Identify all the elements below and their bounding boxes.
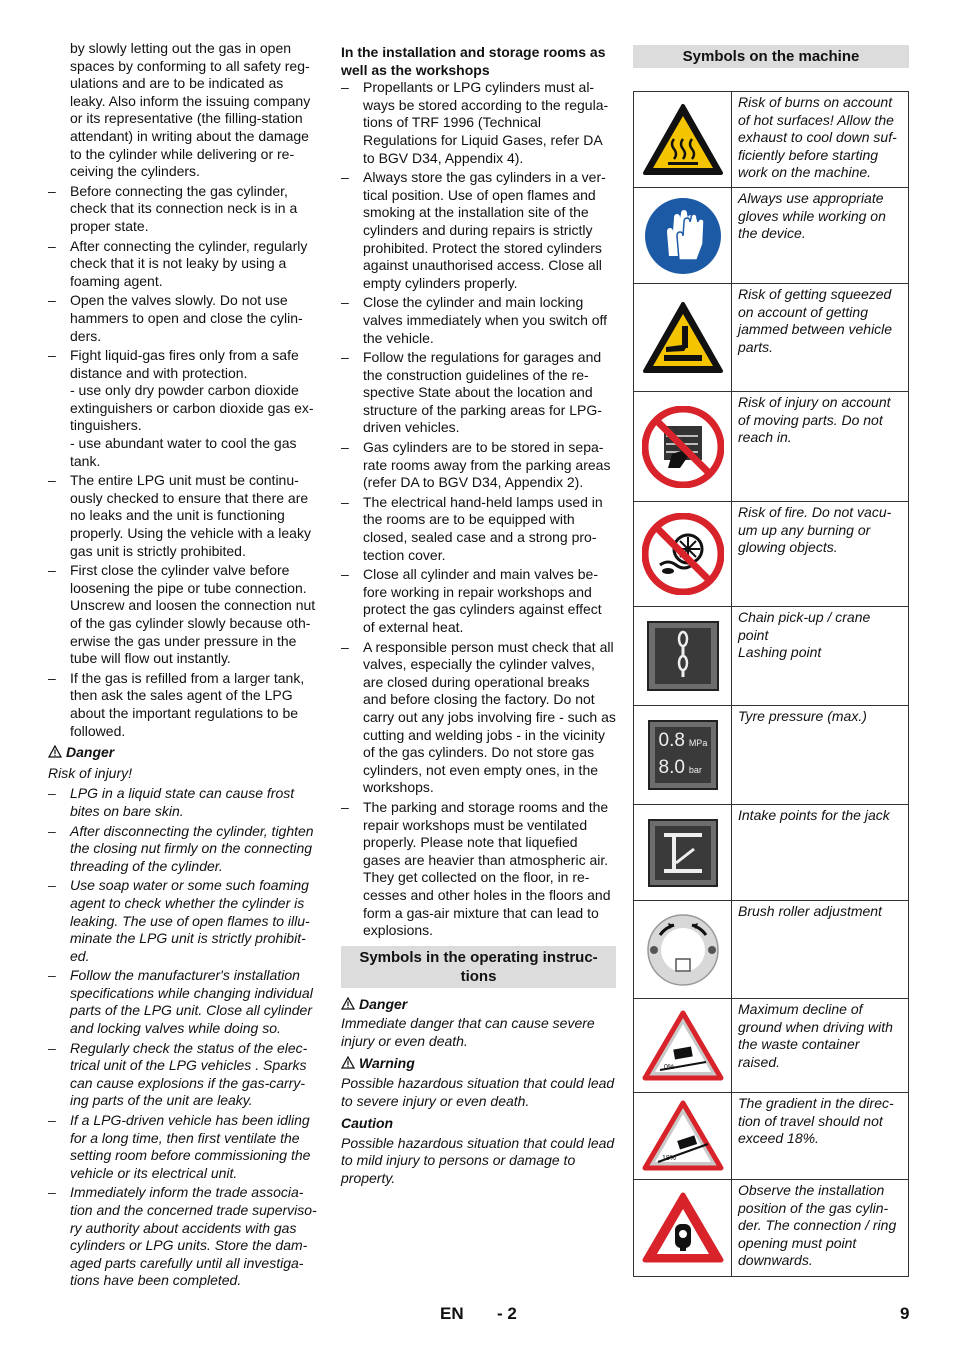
table-row bbox=[634, 901, 909, 999]
list-item-text: A responsible person must check that all valves, especially the cylinder valves, are closed during operational breaks and before closing the factory. Do not carry out any jobs involving fire - such as cutting and welding jobs - in the vicinity of the gas cylinders. Do not store gas cylinders, not even empty ones, in the workshops. bbox=[363, 638, 616, 796]
list-item-text: Immediately inform the trade associa-tion and the concerned trade superviso-ry authority about accidents with gas cylinders or LPG units. Store the dam-aged parts carefully until all investiga-tions have been completed. bbox=[70, 1184, 317, 1289]
tyre-pressure-icon: 0.8 MPa 8.0 bar bbox=[648, 720, 718, 790]
list-item-text: After disconnecting the cylinder, tighten the closing nut firmly on the connecting threading of the cylinder. bbox=[70, 822, 314, 874]
symbol-description: Chain pick-up / crane point Lashing point bbox=[732, 607, 909, 706]
bullet-list bbox=[48, 183, 322, 740]
dash-bullet: – bbox=[48, 967, 56, 984]
danger-label: Danger bbox=[359, 995, 408, 1012]
danger-heading bbox=[341, 996, 616, 1014]
list-item-text: Fight liquid-gas fires only from a safe distance and with protection. - use only dry powder carbon dioxide extinguishers or carbon dioxide gas ex-tinguishers. - use abundant water to cool the gas tank. bbox=[70, 347, 314, 469]
list-item-text: LPG in a liquid state can cause frost bites on bare skin. bbox=[70, 785, 295, 819]
list-item bbox=[48, 1112, 322, 1182]
list-item bbox=[341, 639, 616, 797]
list-item-text: Before connecting the gas cylinder, check that its connection neck is in a proper state. bbox=[70, 182, 298, 234]
max-decline-icon bbox=[642, 1010, 724, 1082]
section-heading-installation: In the installation and storage rooms as well as the workshops bbox=[341, 44, 606, 78]
list-item bbox=[48, 823, 322, 876]
dash-bullet: – bbox=[48, 669, 56, 686]
dash-bullet: – bbox=[48, 292, 56, 309]
list-item bbox=[341, 799, 616, 940]
list-item-text: Close all cylinder and main valves be-fore working in repair workshops and protect the gas cylinders against effect of external heat. bbox=[363, 566, 602, 635]
dash-bullet: – bbox=[341, 493, 349, 510]
gas-cylinder-position-icon bbox=[642, 1192, 724, 1264]
dash-bullet: – bbox=[48, 785, 56, 802]
hot-surface-warning-icon bbox=[642, 103, 724, 177]
table-row bbox=[634, 92, 909, 188]
symbol-description: Risk of injury on account of moving parts. Do not reach in. bbox=[732, 392, 909, 502]
list-item bbox=[48, 967, 322, 1037]
list-item-text: If a LPG-driven vehicle has been idling for a long time, then first ventilate the setting room before commissioning the vehicle or its electrical unit. bbox=[70, 1112, 311, 1181]
gradient-warning-icon bbox=[642, 1100, 724, 1172]
symbols-table bbox=[633, 91, 909, 1277]
dash-bullet: – bbox=[48, 1039, 56, 1056]
footer-page-ref: - 2 bbox=[497, 1304, 517, 1323]
table-row bbox=[634, 392, 909, 502]
dash-bullet: – bbox=[48, 877, 56, 894]
table-row bbox=[634, 502, 909, 607]
table-row bbox=[634, 805, 909, 901]
symbol-description: Risk of burns on account of hot surfaces! Allow the exhaust to cool down suf-ficiently before starting work on the machine. bbox=[732, 92, 909, 188]
danger-heading bbox=[48, 744, 322, 762]
table-row bbox=[634, 706, 909, 805]
bullet-list bbox=[341, 79, 616, 940]
list-item bbox=[48, 562, 322, 668]
dash-bullet: – bbox=[48, 1184, 56, 1201]
symbol-description: Tyre pressure (max.) bbox=[732, 706, 909, 805]
danger-text: Risk of injury! bbox=[48, 764, 133, 781]
table-row bbox=[634, 284, 909, 392]
list-item-text: Gas cylinders are to be stored in sepa-rate rooms away from the parking areas (refer DA to BGV D34, Appendix 2). bbox=[363, 439, 611, 491]
danger-list bbox=[48, 785, 322, 1290]
brush-roller-adjust-icon bbox=[646, 913, 720, 987]
list-item bbox=[48, 347, 322, 470]
dash-bullet: – bbox=[48, 1112, 56, 1129]
list-item-text: First close the cylinder valve before loosening the pipe or tube connection. Unscrew and loosen the connection nut of the gas cylinder slowly because oth-erwise the gas under pressure in the tube will flow out instantly. bbox=[70, 562, 316, 667]
list-item-text: The entire LPG unit must be continu-ously checked to ensure that there are no leaks and the unit is functioning properly. Using the vehicle with a leaky gas unit is strictly prohibited. bbox=[70, 472, 311, 559]
jack-point-icon bbox=[648, 819, 718, 887]
column-left bbox=[48, 40, 322, 1292]
dash-bullet: – bbox=[341, 294, 349, 311]
symbol-description: Observe the installation position of the gas cylin-der. The connection / ring opening must point downwards. bbox=[732, 1180, 909, 1277]
dash-bullet: – bbox=[48, 237, 56, 254]
dash-bullet: – bbox=[341, 798, 349, 815]
intro-paragraph: by slowly letting out the gas in open spaces by conforming to all safety reg-ulations and are to be indicated as leaky. Also inform the issuing company or its representative (the filling-station attendant) in writing about the damage to the cylinder while delivering or re-ceiving the cylinders. bbox=[70, 40, 311, 180]
dash-bullet: – bbox=[48, 182, 56, 199]
warning-triangle-icon bbox=[341, 997, 355, 1010]
table-row bbox=[634, 188, 909, 284]
list-item bbox=[48, 1040, 322, 1110]
symbol-description: Maximum decline of ground when driving with the waste container raised. bbox=[732, 999, 909, 1093]
danger-text: Immediate danger that can cause severe injury or even death. bbox=[341, 1015, 595, 1049]
list-item-text: Follow the manufacturer's installation specifications while changing individual parts of the LPG unit. Close all cylinder and locking valves while doing so. bbox=[70, 967, 313, 1037]
list-item bbox=[48, 472, 322, 560]
wear-gloves-icon bbox=[643, 196, 723, 276]
list-item bbox=[48, 183, 322, 236]
symbol-description: Risk of fire. Do not vacu-um up any burning or glowing objects. bbox=[732, 502, 909, 607]
svg-text:0%: 0% bbox=[663, 1063, 674, 1071]
caution-heading: Caution bbox=[341, 1115, 394, 1132]
no-burning-objects-icon bbox=[642, 513, 724, 595]
list-item bbox=[48, 238, 322, 291]
list-item-text: The parking and storage rooms and the repair workshops must be ventilated properly. Please note that liquefied gases are heavier than atmospheric air. They get collected on the floor, in re-cesses and other holes in the floors and form a gas-air mixture that can lead to explosions. bbox=[363, 798, 611, 939]
no-reach-in-icon bbox=[642, 406, 724, 488]
list-item-text: Always store the gas cylinders in a ver-tical position. Use of open flames and smoking at the installation site of the cylinders and during repairs is strictly prohibited. Protect the stored cylinders against unauthorised access. Close all empty cylinders properly. bbox=[363, 169, 606, 291]
dash-bullet: – bbox=[341, 79, 349, 96]
list-item-text: After connecting the cylinder, regularly check that it is not leaky by using a foaming agent. bbox=[70, 237, 308, 289]
dash-bullet: – bbox=[341, 169, 349, 186]
warning-text: Possible hazardous situation that could lead to severe injury or even death. bbox=[341, 1075, 615, 1109]
list-item-text: Propellants or LPG cylinders must al-ways be stored according to the regula-tions of TRF 1996 (Technical Regulations for Liquid Gases, refer DA to BGV D34, Appendix 4). bbox=[363, 79, 609, 166]
dash-bullet: – bbox=[341, 439, 349, 456]
symbol-description: Intake points for the jack bbox=[732, 805, 909, 901]
dash-bullet: – bbox=[341, 566, 349, 583]
list-item-text: Open the valves slowly. Do not use hammers to open and close the cylin-ders. bbox=[70, 292, 303, 344]
column-right bbox=[633, 40, 909, 1277]
list-item-text: Close the cylinder and main locking valves immediately when you switch off the vehicle. bbox=[363, 294, 608, 346]
warning-heading bbox=[341, 1055, 616, 1073]
table-row bbox=[634, 607, 909, 706]
crush-hazard-warning-icon bbox=[642, 301, 724, 375]
footer-language: EN bbox=[440, 1304, 464, 1323]
list-item bbox=[341, 294, 616, 347]
dash-bullet: – bbox=[48, 472, 56, 489]
column-middle bbox=[341, 40, 616, 1191]
list-item bbox=[48, 292, 322, 345]
dash-bullet: – bbox=[341, 349, 349, 366]
list-item bbox=[48, 1184, 322, 1290]
caution-text: Possible hazardous situation that could lead to mild injury to persons or damage to property. bbox=[341, 1134, 615, 1187]
table-row bbox=[634, 1093, 909, 1180]
list-item bbox=[48, 670, 322, 740]
list-item-text: The electrical hand-held lamps used in the rooms are to be equipped with closed, sealed case and a strong pro-tection cover. bbox=[363, 493, 603, 563]
warning-triangle-icon bbox=[341, 1056, 355, 1069]
symbol-description: Brush roller adjustment bbox=[732, 901, 909, 999]
list-item bbox=[341, 566, 616, 636]
chain-pickup-icon bbox=[647, 621, 719, 691]
list-item-text: If the gas is refilled from a larger tank, then ask the sales agent of the LPG about the important regulations to be followed. bbox=[70, 669, 305, 739]
list-item-text: Use soap water or some such foaming agent to check whether the cylinder is leaking. The use of open flames to illu-minate the LPG unit is strictly prohibit-ed. bbox=[70, 877, 310, 964]
section-title-symbols-instructions: Symbols in the operating instruc-tions bbox=[341, 946, 616, 988]
list-item bbox=[341, 169, 616, 292]
list-item bbox=[341, 79, 616, 167]
warning-label: Warning bbox=[359, 1055, 415, 1072]
list-item-text: Follow the regulations for garages and the construction guidelines of the re-spective State about the location and structure of the parking areas for LPG-driven vehicles. bbox=[363, 349, 602, 436]
list-item bbox=[341, 349, 616, 437]
table-row bbox=[634, 999, 909, 1093]
dash-bullet: – bbox=[48, 822, 56, 839]
dash-bullet: – bbox=[341, 638, 349, 655]
dash-bullet: – bbox=[48, 347, 56, 364]
symbol-description: Risk of getting squeezed on account of getting jammed between vehicle parts. bbox=[732, 284, 909, 392]
list-item-text: Regularly check the status of the elec-trical unit of the LPG vehicles . Sparks can cause explosions if the gas-carry-ing parts of the unit are leaky. bbox=[70, 1039, 308, 1109]
list-item bbox=[341, 494, 616, 564]
svg-text:18%: 18% bbox=[661, 1155, 676, 1162]
table-row bbox=[634, 1180, 909, 1277]
list-item bbox=[48, 785, 322, 820]
danger-label: Danger bbox=[66, 744, 115, 761]
list-item bbox=[48, 877, 322, 965]
dash-bullet: – bbox=[48, 562, 56, 579]
symbol-description: The gradient in the direc-tion of travel should not exceed 18%. bbox=[732, 1093, 909, 1180]
footer-page-number: 9 bbox=[900, 1304, 910, 1323]
warning-triangle-icon bbox=[48, 745, 62, 758]
section-title-symbols-machine: Symbols on the machine bbox=[633, 45, 909, 68]
symbol-description: Always use appropriate gloves while working on the device. bbox=[732, 188, 909, 284]
list-item bbox=[341, 439, 616, 492]
